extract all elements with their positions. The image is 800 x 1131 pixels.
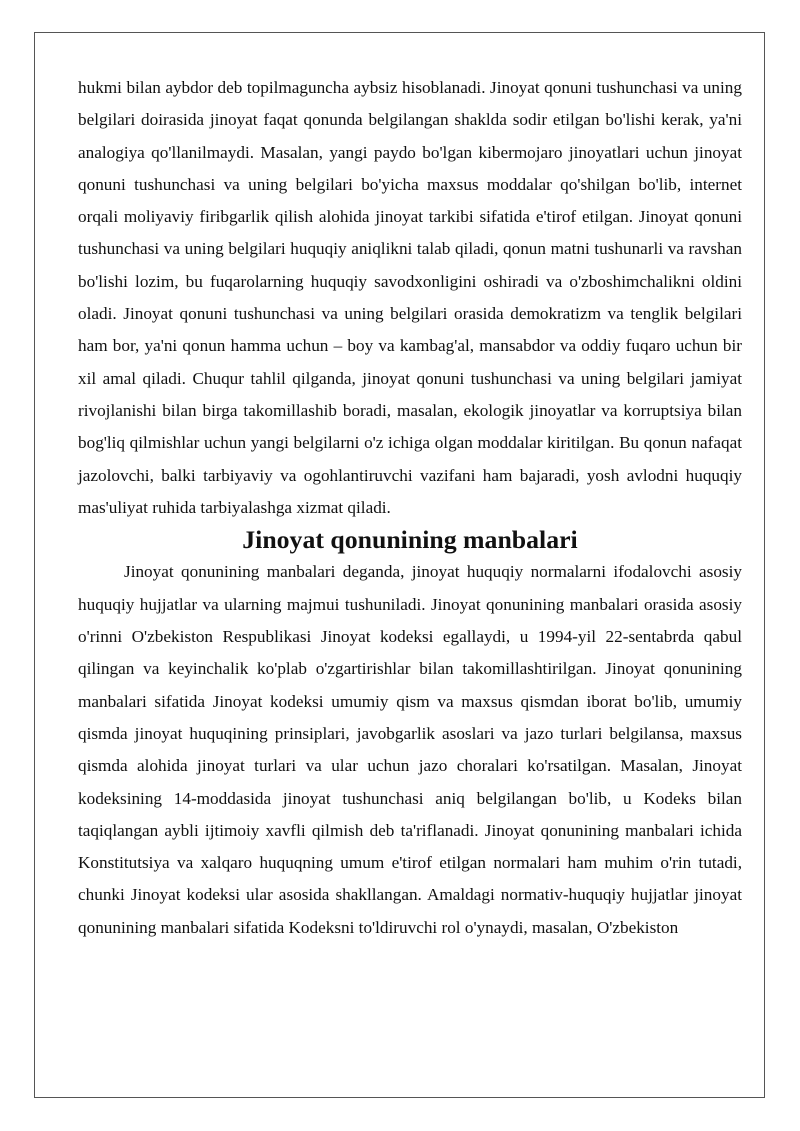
section-heading: Jinoyat qonunining manbalari [242, 525, 578, 555]
body-paragraph: Jinoyat qonunining manbalari deganda, jinoyat huquqiy normalarni ifodalovchi asosiy huquqiy hujjatlar va ularning majmui tushuniladi. Jinoyat qonunining manbalari orasida asosiy o'rinni O'zbekiston Respublikasi Jinoyat kodeksi egallaydi, u 1994-yil 22-sentabrda qabul qilingan va keyinchalik ko'plab o'zgartirishlar bilan takomillashtirilgan. Jinoyat qonunining manbalari sifatida Jinoyat kodeksi umumiy qism va maxsus qismdan iborat bo'lib, umumiy qismda jinoyat huquqining prinsiplari, javobgarlik asoslari va jazo turlari belgilansa, maxsus qismda alohida jinoyat turlari va ular uchun jazo choralari ko'rsatilgan. Masalan, Jinoyat kodeksining 14-moddasida jinoyat tushunchasi aniq belgilangan bo'lib, u Kodeks bilan taqiqlangan aybli ijtimoiy xavfli qilmish deb ta'riflanadi. Jinoyat qonunining manbalari ichida Konstitutsiya va xalqaro huquqning umum e'tirof etilgan normalari ham muhim o'rin tutadi, chunki Jinoyat kodeksi ular asosida shakllangan. Amaldagi normativ-huquqiy hujjatlar jinoyat qonunining manbalari sifatida Kodeksni to'ldiruvchi rol o'ynaydi, masalan, O'zbekiston [78, 562, 742, 937]
body-paragraph: hukmi bilan aybdor deb topilmaguncha aybsiz hisoblanadi. Jinoyat qonuni tushunchasi va uning belgilari doirasida jinoyat faqat qonunda belgilangan shaklda sodir etilgan bo'lishi kerak, ya'ni analogiya qo'llanilmaydi. Masalan, yangi paydo bo'lgan kibermojaro jinoyatlari uchun jinoyat qonuni tushunchasi va uning belgilari bo'yicha maxsus moddalar qo'shilgan bo'lib, internet orqali moliyaviy firibgarlik qilish alohida jinoyat tarkibi sifatida e'tirof etilgan. Jinoyat qonuni tushunchasi va uning belgilari huquqiy aniqlikni talab qiladi, qonun matni tushunarli va ravshan bo'lishi lozim, bu fuqarolarning huquqiy savodxonligini oshiradi va o'zboshimchalikni oldini oladi. Jinoyat qonuni tushunchasi va uning belgilari orasida demokratizm va tenglik belgilari ham bor, ya'ni qonun hamma uchun – boy va kambag'al, mansabdor va oddiy fuqaro uchun bir xil amal qiladi. Chuqur tahlil qilganda, jinoyat qonuni tushunchasi va uning belgilari jamiyat rivojlanishi bilan birga takomillashib boradi, masalan, ekologik jinoyatlar va korruptsiya bilan bog'liq qilmishlar uchun yangi belgilarni o'z ichiga olgan moddalar kiritilgan. Bu qonun nafaqat jazolovchi, balki tarbiyaviy va ogohlantiruvchi vazifani ham bajaradi, yosh avlodni huquqiy mas'uliyat ruhida tarbiyalashga xizmat qiladi. [78, 78, 742, 517]
document-body [78, 72, 742, 944]
